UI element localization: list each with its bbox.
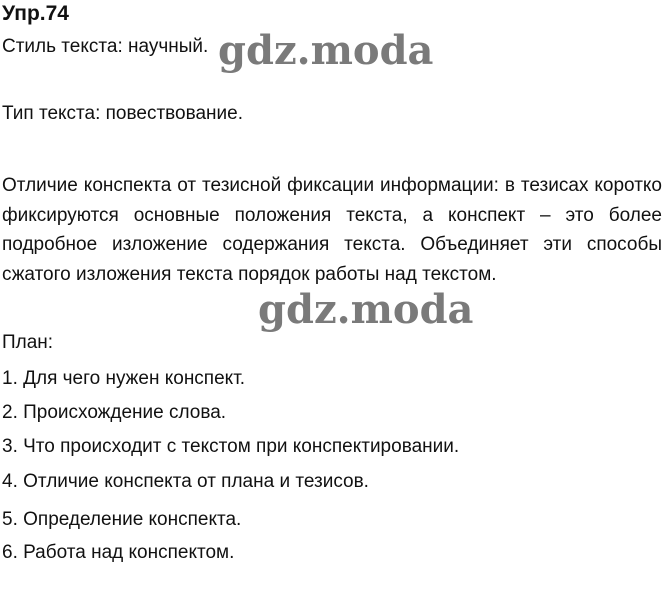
watermark-top: gdz.moda [218,27,434,74]
watermark-middle: gdz.moda [258,286,474,333]
plan-item-1: 1. Для чего нужен конспект. [2,368,246,389]
plan-item-3: 3. Что происходит с текстом при конспектировании. [2,436,460,457]
text-type-line: Тип текста: повествование. [2,103,243,124]
plan-item-4: 4. Отличие конспекта от плана и тезисов. [2,471,369,492]
plan-item-5: 5. Определение конспекта. [2,509,242,530]
text-style-line: Стиль текста: научный. [2,36,209,57]
exercise-title: Упр.74 [2,2,69,25]
plan-item-6: 6. Работа над конспектом. [2,542,235,563]
plan-item-2: 2. Происхождение слова. [2,402,227,423]
main-paragraph: Отличие конспекта от тезисной фиксации информации: в тезисах коротко фиксируются основные положения текста, а конспект – это более подробное изложение содержания текста. Объединяет эти способы сжатого изложения текста порядок работы над текстом. [2,175,662,285]
plan-label: План: [2,332,54,353]
